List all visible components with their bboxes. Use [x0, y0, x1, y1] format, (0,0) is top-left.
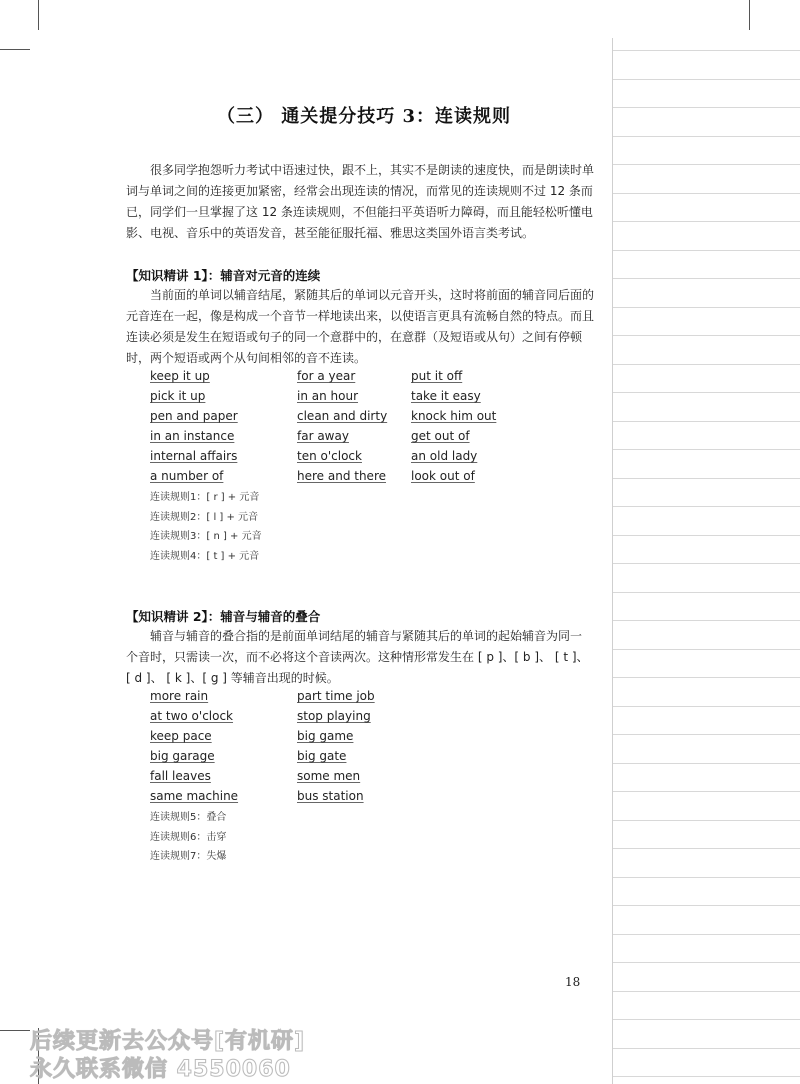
section1-rules — [150, 488, 262, 566]
notes-rule-line — [613, 934, 800, 935]
example-phrase: knock him out — [411, 409, 497, 423]
example-phrase: put it off — [411, 369, 463, 383]
section1-heading: 【知识精讲 1】：辅音对元音的连续 — [126, 268, 321, 283]
section2-body — [126, 626, 602, 689]
example-phrase: internal affairs — [150, 449, 238, 463]
example-phrase: keep pace — [150, 729, 212, 743]
section2-body-line: 辅音与辅音的叠合指的是前面单词结尾的辅音与紧随其后的单词的起始辅音为同一 — [150, 629, 583, 643]
notes-rule-line — [613, 392, 800, 393]
example-phrase: take it easy — [411, 389, 481, 403]
notes-rule-line — [613, 335, 800, 336]
example-phrase: for a year — [297, 369, 356, 383]
example-phrase: look out of — [411, 469, 475, 483]
page-title: （三） 通关提分技巧 3：连读规则 — [216, 106, 512, 127]
example-phrase: clean and dirty — [297, 409, 388, 423]
example-phrase: an old lady — [411, 449, 478, 463]
rule-item: 连读规则4：[ t ] + 元音 — [150, 550, 260, 562]
notes-rule-line — [613, 563, 800, 564]
example-phrase: big gate — [297, 749, 347, 763]
notes-rule-line — [613, 107, 800, 108]
notes-rule-line — [613, 50, 800, 51]
example-phrase: same machine — [150, 789, 239, 803]
example-phrase: pick it up — [150, 389, 206, 403]
notes-rule-line — [613, 79, 800, 80]
notes-rule-line — [613, 1019, 800, 1020]
crop-mark — [38, 0, 39, 30]
notes-rule-line — [613, 734, 800, 735]
notes-rule-line — [613, 877, 800, 878]
notes-rule-line — [613, 1048, 800, 1049]
notes-rule-line — [613, 649, 800, 650]
example-phrase: here and there — [297, 469, 386, 483]
notes-rule-line — [613, 592, 800, 593]
notes-rule-line — [613, 905, 800, 906]
notes-rule-line — [613, 506, 800, 507]
example-phrase: in an instance — [150, 429, 235, 443]
notes-rule-line — [613, 164, 800, 165]
notes-rule-line — [613, 1076, 800, 1077]
example-phrase: a number of — [150, 469, 224, 483]
crop-mark — [0, 1030, 30, 1031]
notes-rule-line — [613, 478, 800, 479]
example-phrase: big game — [297, 729, 354, 743]
example-phrase: pen and paper — [150, 409, 238, 423]
notes-rule-line — [613, 991, 800, 992]
watermark-line: 后续更新去公众号[有机研] — [30, 1029, 306, 1054]
intro-paragraph: 很多同学抱怨听力考试中语速过快，跟不上，其实不是朗读的速度快，而是朗读时单词与单词之间的连接更加紧密，经常会出现连读的情况，而常见的连读规则不过 12 条而已，同学们一旦掌握了这 12 条连读规则，不但能扫平英语听力障碍，而且能轻松听懂电影、电视、音乐中的英语发音，甚至能征服托福、雅思这类国外语言类考试。 — [126, 163, 595, 240]
notes-rule-line — [613, 535, 800, 536]
notes-rule-line — [613, 193, 800, 194]
notes-rule-line — [613, 449, 800, 450]
notes-rule-line — [613, 250, 800, 251]
rule-item: 连读规则2：[ l ] + 元音 — [150, 511, 259, 523]
rule-item: 连读规则1：[ r ] + 元音 — [150, 492, 260, 503]
rule-item: 连读规则7：失爆 — [150, 851, 227, 862]
page-number: 18 — [565, 975, 581, 989]
notes-rule-line — [613, 307, 800, 308]
example-phrase: more rain — [150, 689, 209, 703]
crop-mark — [749, 0, 750, 30]
example-phrase: get out of — [411, 429, 470, 443]
notes-rule-line — [613, 620, 800, 621]
example-phrase: keep it up — [150, 369, 210, 383]
example-phrase: at two o'clock — [150, 709, 234, 723]
notes-rule-line — [613, 848, 800, 849]
example-phrase: far away — [297, 429, 349, 443]
example-phrase: some men — [297, 769, 361, 783]
example-phrase: big garage — [150, 749, 215, 763]
rule-item: 连读规则6：击穿 — [150, 831, 227, 843]
notes-rule-line — [613, 421, 800, 422]
rule-item: 连读规则3：[ n ] + 元音 — [150, 531, 262, 542]
watermark-line: 永久联系微信 4550060 — [30, 1057, 291, 1082]
example-phrase: bus station — [297, 789, 364, 803]
notes-rule-line — [613, 820, 800, 821]
rule-item: 连读规则5：叠合 — [150, 812, 227, 823]
example-phrase: in an hour — [297, 389, 359, 403]
notes-rule-line — [613, 706, 800, 707]
section2-body-line: [ d ]、 [ k ]、[ g ] 等辅音出现的时候。 — [126, 671, 339, 685]
notes-rule-line — [613, 136, 800, 137]
section1-body: 当前面的单词以辅音结尾，紧随其后的单词以元音开头，这时将前面的辅音同后面的元音连在一起，像是构成一个音节一样地读出来，以使语言更具有流畅自然的特点。而且连读必须是发生在短语或句子的同一个意群中的，在意群（及短语或从句）之间有停顿时，两个短语或两个从句间相邻的音不连读。 — [126, 288, 595, 365]
notes-rule-line — [613, 221, 800, 222]
notes-rule-line — [613, 763, 800, 764]
notes-rule-line — [613, 962, 800, 963]
notes-rule-line — [613, 791, 800, 792]
notes-rule-line — [613, 677, 800, 678]
example-phrase: part time job — [297, 689, 375, 703]
section2-heading: 【知识精讲 2】：辅音与辅音的叠合 — [126, 609, 321, 624]
section2-body-line: 个音时，只需读一次，而不必将这个音读两次。这种情形常发生在 [ p ]、[ b ]、 [ t ]、 — [126, 650, 589, 664]
notes-margin — [612, 38, 800, 1084]
example-phrase: ten o'clock — [297, 449, 362, 463]
notes-rule-line — [613, 364, 800, 365]
example-phrase: fall leaves — [150, 769, 211, 783]
section2-rules — [150, 808, 226, 867]
example-phrase: stop playing — [297, 709, 371, 723]
notes-rule-line — [613, 278, 800, 279]
crop-mark — [0, 49, 30, 50]
